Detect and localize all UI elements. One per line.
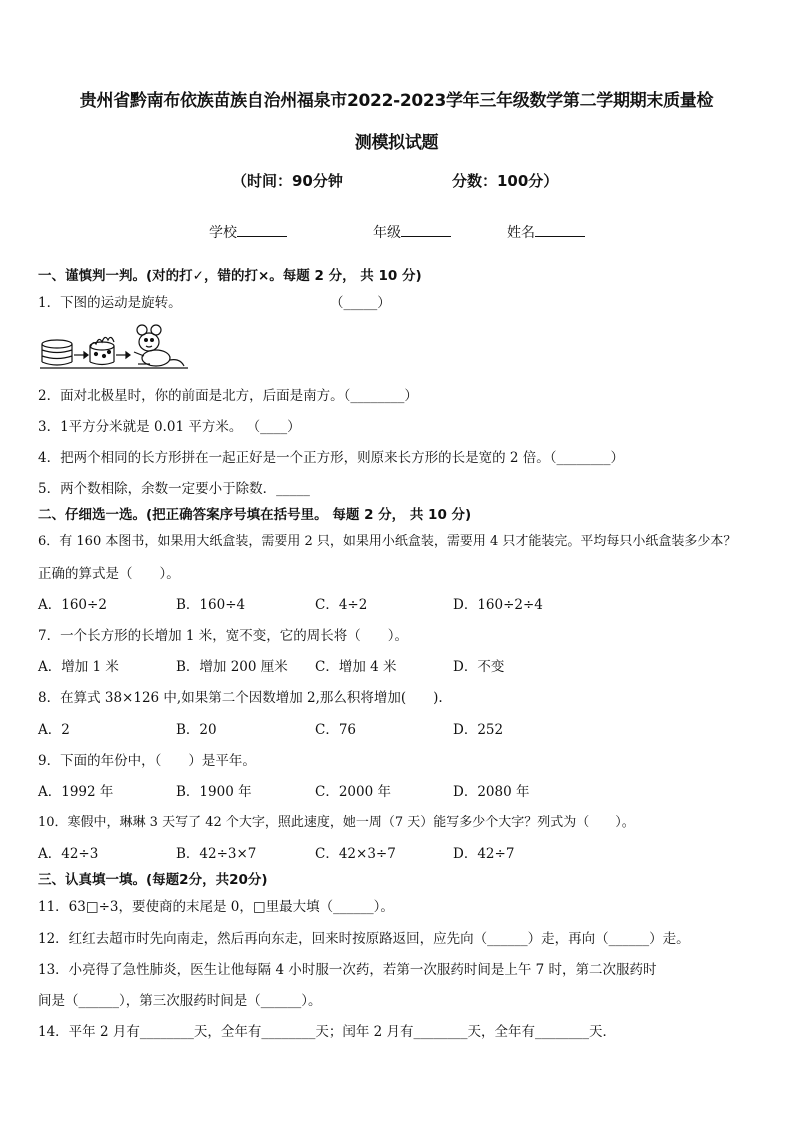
q9-option-d[interactable]: D．2080 年 xyxy=(453,784,530,800)
rotation-illustration xyxy=(38,322,198,372)
question-5: 5．两个数相除，余数一定要小于除数．_____ xyxy=(38,481,310,497)
name-blank[interactable] xyxy=(535,222,585,237)
section3-heading: 三、认真填一填。(每题2分，共20分) xyxy=(38,872,268,888)
q6-option-c[interactable]: C．4÷2 xyxy=(315,597,368,613)
question-4: 4．把两个相同的长方形拼在一起正好是一个正方形，则原来长方形的长是宽的 2 倍。（________） xyxy=(38,450,625,466)
q6-option-b[interactable]: B．160÷4 xyxy=(176,597,246,613)
exam-time: （时间：90分钟 xyxy=(232,172,343,190)
question-1: 1．下图的运动是旋转。 xyxy=(38,295,182,311)
question-14: 14．平年 2 月有________天，全年有________天；闰年 2 月有________天，全年有________天． xyxy=(38,1024,617,1040)
question-6: 6．有 160 本图书，如果用大纸盒装，需要用 2 只，如果用小纸盒装，需要用 4 只才能装完。平均每只小纸盒装多少本？ xyxy=(38,534,737,549)
school-label: 学校 xyxy=(209,225,237,241)
grade-label: 年级 xyxy=(373,225,401,241)
exam-title-line1: 贵州省黔南布依族苗族自治州福泉市2022-2023学年三年级数学第二学期期末质量检 xyxy=(79,91,714,111)
q6-option-d[interactable]: D．160÷2÷4 xyxy=(453,597,543,613)
q8-option-c[interactable]: C．76 xyxy=(315,722,357,738)
q8-option-b[interactable]: B．20 xyxy=(176,722,217,738)
question-3: 3．1平方分米就是 0.01 平方米。 （____） xyxy=(38,419,301,435)
school-field[interactable] xyxy=(209,222,287,242)
q10-option-a[interactable]: A．42÷3 xyxy=(38,846,99,862)
q9-option-c[interactable]: C．2000 年 xyxy=(315,784,391,800)
question-1-blank[interactable]: （_____） xyxy=(330,295,391,311)
q9-option-a[interactable]: A．1992 年 xyxy=(38,784,114,800)
question-13-line2: 间是（______），第三次服药时间是（______）。 xyxy=(38,993,322,1009)
q8-option-a[interactable]: A．2 xyxy=(38,722,70,738)
q8-option-d[interactable]: D．252 xyxy=(453,722,504,738)
q7-option-a[interactable]: A．增加 1 米 xyxy=(38,659,119,675)
name-field[interactable] xyxy=(507,222,585,242)
question-13: 13．小亮得了急性肺炎，医生让他每隔 4 小时服一次药，若第一次服药时间是上午 7 时，第二次服药时 xyxy=(38,962,657,978)
q7-option-c[interactable]: C．增加 4 米 xyxy=(315,659,397,675)
q10-option-d[interactable]: D．42÷7 xyxy=(453,846,515,862)
exam-score: 分数：100分） xyxy=(452,172,559,190)
q10-option-c[interactable]: C．42×3÷7 xyxy=(315,846,396,862)
grade-field[interactable] xyxy=(373,222,451,242)
exam-title-line2: 测模拟试题 xyxy=(354,133,439,153)
question-2: 2．面对北极星时，你的前面是北方，后面是南方。（________） xyxy=(38,388,418,404)
q7-option-d[interactable]: D．不变 xyxy=(453,659,505,675)
q10-option-b[interactable]: B．42÷3×7 xyxy=(176,846,257,862)
q6-option-a[interactable]: A．160÷2 xyxy=(38,597,107,613)
q9-option-b[interactable]: B．1900 年 xyxy=(176,784,252,800)
question-6-line2: 正确的算式是（ ）。 xyxy=(38,566,180,582)
name-label: 姓名 xyxy=(507,225,535,241)
question-11: 11．63□÷3，要使商的末尾是 0，□里最大填（______）。 xyxy=(38,899,394,915)
question-9: 9．下面的年份中，（ ）是平年。 xyxy=(38,753,256,769)
grade-blank[interactable] xyxy=(401,222,451,237)
question-12: 12．红红去超市时先向南走，然后再向东走，回来时按原路返回，应先向（______）走，再向（______）走。 xyxy=(38,931,690,947)
question-7: 7．一个长方形的长增加 1 米，宽不变，它的周长将（ ）。 xyxy=(38,628,409,644)
question-8: 8．在算式 38×126 中,如果第二个因数增加 2,那么积将增加( ). xyxy=(38,690,443,706)
section1-heading: 一、谨慎判一判。(对的打✓，错的打×。每题 2 分， 共 10 分) xyxy=(38,268,422,284)
question-10: 10．寒假中，琳琳 3 天写了 42 个大字，照此速度，她一周（7 天）能写多少个大字？列式为（ ）。 xyxy=(38,815,635,830)
section2-heading: 二、仔细选一选。(把正确答案序号填在括号里。 每题 2 分， 共 10 分) xyxy=(38,507,472,523)
school-blank[interactable] xyxy=(237,222,287,237)
q7-option-b[interactable]: B．增加 200 厘米 xyxy=(176,659,288,675)
